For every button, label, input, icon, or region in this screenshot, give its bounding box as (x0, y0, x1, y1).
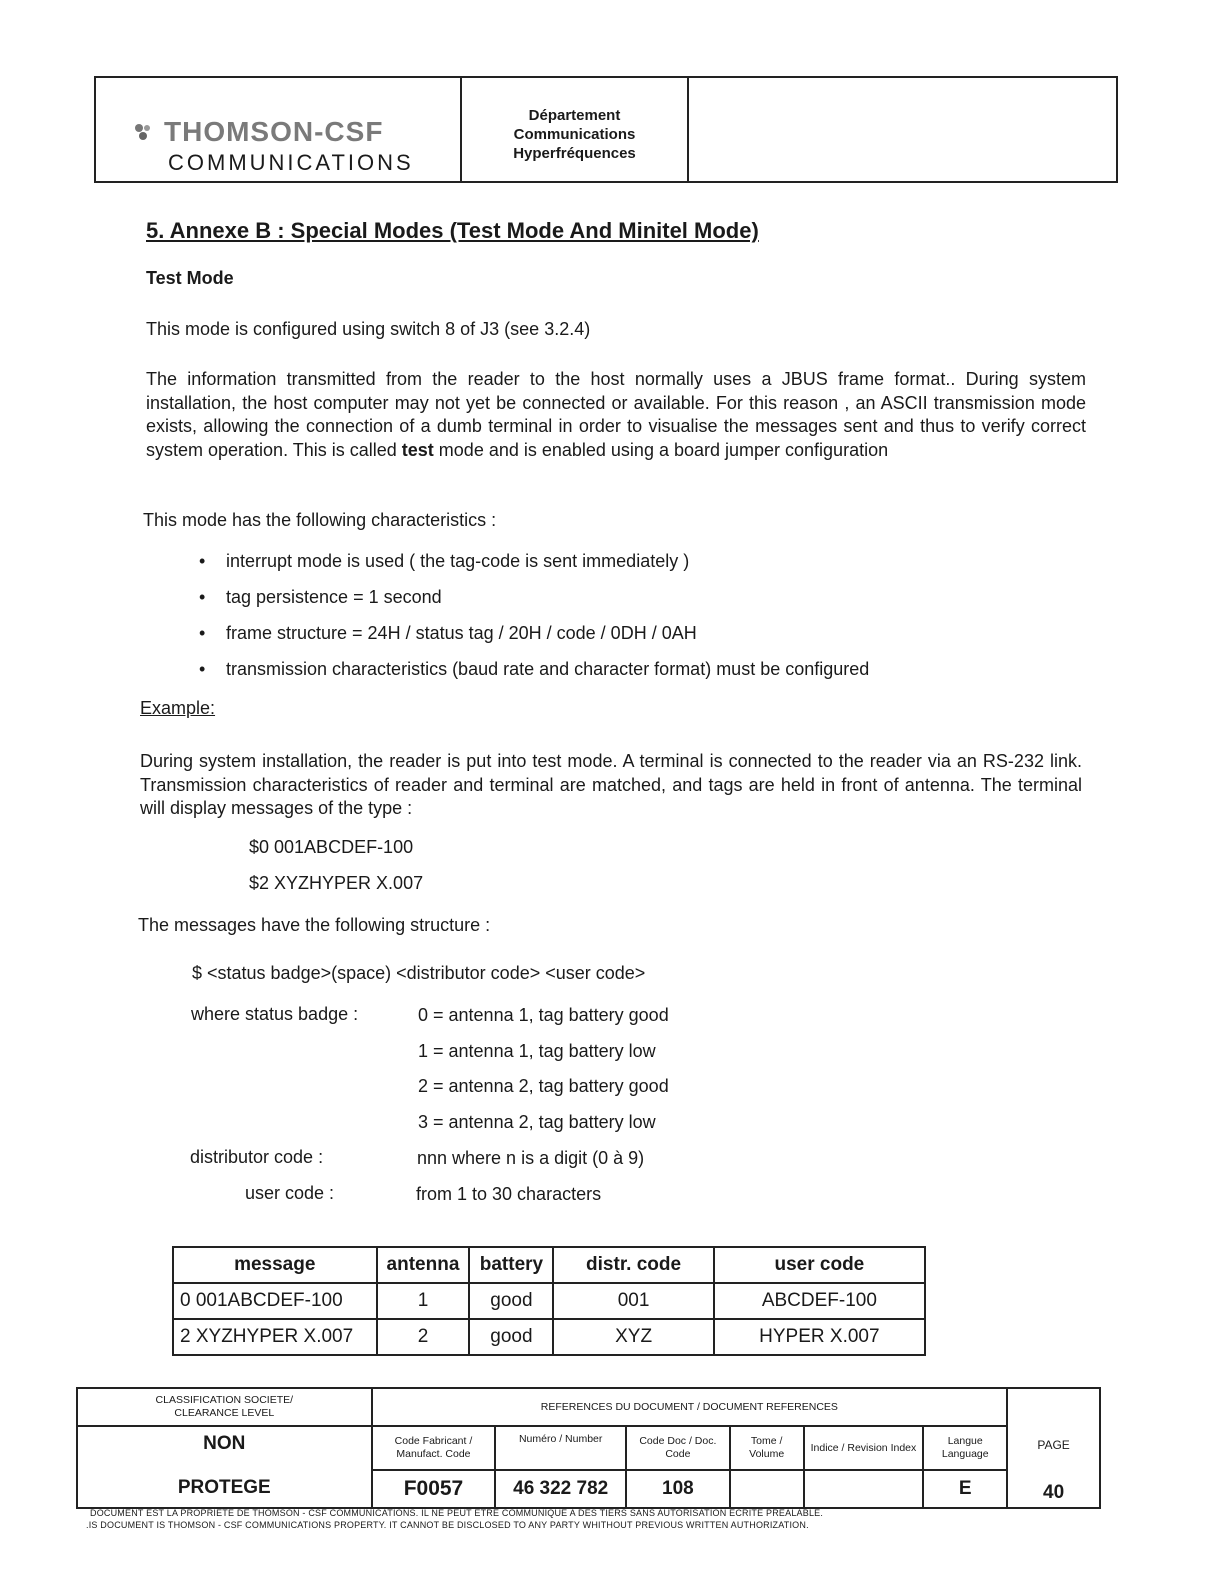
bullet-icon: • (199, 659, 206, 679)
department-block (462, 78, 689, 181)
proprietary-notice-en: .IS DOCUMENT IS THOMSON - CSF COMMUNICATIONS PROPERTY. IT CANNOT BE DISCLOSED TO ANY PARTY WHITHOUT PREVIOUS WRITTEN AUTHORIZATION. (86, 1520, 809, 1530)
status-value: 1 = antenna 1, tag battery low (418, 1041, 656, 1061)
table-cell: XYZ (553, 1319, 713, 1355)
page-cell (1007, 1388, 1100, 1508)
column-header: user code (714, 1247, 925, 1283)
distributor-value: nnn where n is a digit (0 à 9) (417, 1148, 645, 1168)
user-code-value: from 1 to 30 characters (416, 1184, 602, 1204)
document-footer (76, 1387, 1101, 1509)
list-item: • tag persistence = 1 second (199, 587, 442, 607)
list-item: • transmission characteristics (baud rate and character format) must be configured (199, 659, 870, 679)
logo-division: COMMUNICATIONS (168, 150, 414, 175)
column-header: message (173, 1247, 377, 1283)
structure-line: $ <status badge>(space) <distributor code> <user code> (192, 963, 646, 983)
paragraph-info (146, 368, 1086, 462)
table-cell: ABCDEF-100 (714, 1283, 925, 1319)
classification-value (77, 1426, 372, 1508)
table-cell: 001 (553, 1283, 713, 1319)
sample-message: $0 001ABCDEF-100 (249, 837, 414, 857)
logo-brand: THOMSON-CSF (164, 116, 384, 147)
ref-column-value: E (923, 1470, 1007, 1508)
sample-message: $2 XYZHYPER X.007 (249, 873, 424, 893)
classification-line: PROTEGE (177, 1477, 271, 1498)
table-cell: 1 (377, 1283, 470, 1319)
ref-column-label: Langue Language (923, 1426, 1007, 1470)
table-cell: good (469, 1283, 553, 1319)
paragraph-characteristics: This mode has the following characteristics : (143, 510, 497, 530)
department-line: Hyperfréquences (513, 145, 636, 162)
section-title: 5. Annexe B : Special Modes (Test Mode And Minitel Mode) (146, 218, 759, 243)
classification-label: CLASSIFICATION SOCIETE/ CLEARANCE LEVEL (77, 1388, 372, 1426)
table-cell: 2 XYZHYPER X.007 (173, 1319, 377, 1355)
bullet-icon: • (199, 587, 206, 607)
company-logo (96, 78, 462, 181)
page-label: PAGE (1037, 1438, 1070, 1452)
department-line: Département (528, 107, 621, 124)
table-row (173, 1283, 925, 1319)
status-value: 3 = antenna 2, tag battery low (418, 1112, 656, 1132)
paragraph-example: During system installation, the reader is put into test mode. A terminal is connected to the reader via an RS-232 link. Transmission characteristics of reader and terminal are matched, and tags are held in front of antenna. The terminal will display messages of the type : (140, 751, 1082, 818)
header-empty-cell (689, 78, 1116, 181)
ref-column-label: Indice / Revision Index (804, 1426, 924, 1470)
paragraph-info-start: The information transmitted from the reader to the host normally uses a JBUS frame format.. During system installation, the host computer may not yet be connected or available. For this reason , an ASCII transmission mode exists, allowing the connection of a dumb terminal in order to visualise the messages sent and thus to verify correct system operation. This is called (146, 369, 1086, 460)
proprietary-notice-fr: DOCUMENT EST LA PROPRIETE DE THOMSON - CSF COMMUNICATIONS. IL NE PEUT ETRE COMMUNIQUE A DES TIERS SANS AUTORISATION ECRITE PREALABLE. (90, 1508, 824, 1518)
ref-column-label: Tome / Volume (730, 1426, 804, 1470)
ref-column-label: Numéro / Number (495, 1426, 626, 1470)
table-cell: 0 001ABCDEF-100 (173, 1283, 377, 1319)
column-header: distr. code (553, 1247, 713, 1283)
status-value: 2 = antenna 2, tag battery good (418, 1076, 669, 1096)
ref-column-label: Code Fabricant / Manufact. Code (372, 1426, 496, 1470)
user-code-label: user code : (245, 1183, 335, 1203)
message-table (172, 1246, 926, 1356)
bullet-icon: • (199, 551, 206, 571)
table-cell: HYPER X.007 (714, 1319, 925, 1355)
department-line: Communications (513, 126, 636, 143)
document-header (94, 76, 1118, 183)
ref-column-value: F0057 (372, 1470, 496, 1508)
ref-column-value: 46 322 782 (495, 1470, 626, 1508)
paragraph-info-bold: test (401, 439, 434, 460)
status-value: 0 = antenna 1, tag battery good (418, 1005, 669, 1025)
table-row (173, 1319, 925, 1355)
ref-column-label: Code Doc / Doc. Code (626, 1426, 730, 1470)
page-number: 40 (1043, 1482, 1065, 1503)
column-header: battery (469, 1247, 553, 1283)
paragraph-structure: The messages have the following structure : (138, 915, 491, 935)
paragraph-config: This mode is configured using switch 8 of J3 (see 3.2.4) (146, 319, 591, 339)
paragraph-info-end: mode and is enabled using a board jumper configuration (433, 439, 889, 460)
ref-column-value: 108 (626, 1470, 730, 1508)
table-cell: good (469, 1319, 553, 1355)
bullet-icon: • (199, 623, 206, 643)
example-label: Example: (140, 698, 216, 718)
column-header: antenna (377, 1247, 470, 1283)
ref-column-value (804, 1470, 924, 1508)
subsection-title: Test Mode (146, 268, 234, 288)
classification-line: NON (203, 1433, 246, 1454)
table-cell: 2 (377, 1319, 470, 1355)
status-badge-label: where status badge : (191, 1004, 359, 1024)
distributor-label: distributor code : (190, 1147, 324, 1167)
table-header-row (173, 1247, 925, 1283)
thomson-logo-icon (132, 121, 154, 143)
list-item: • interrupt mode is used ( the tag-code is sent immediately ) (199, 551, 690, 571)
references-label: REFERENCES DU DOCUMENT / DOCUMENT REFERENCES (372, 1388, 1008, 1426)
ref-column-value (730, 1470, 804, 1508)
list-item: • frame structure = 24H / status tag / 20H / code / 0DH / 0AH (199, 623, 697, 643)
